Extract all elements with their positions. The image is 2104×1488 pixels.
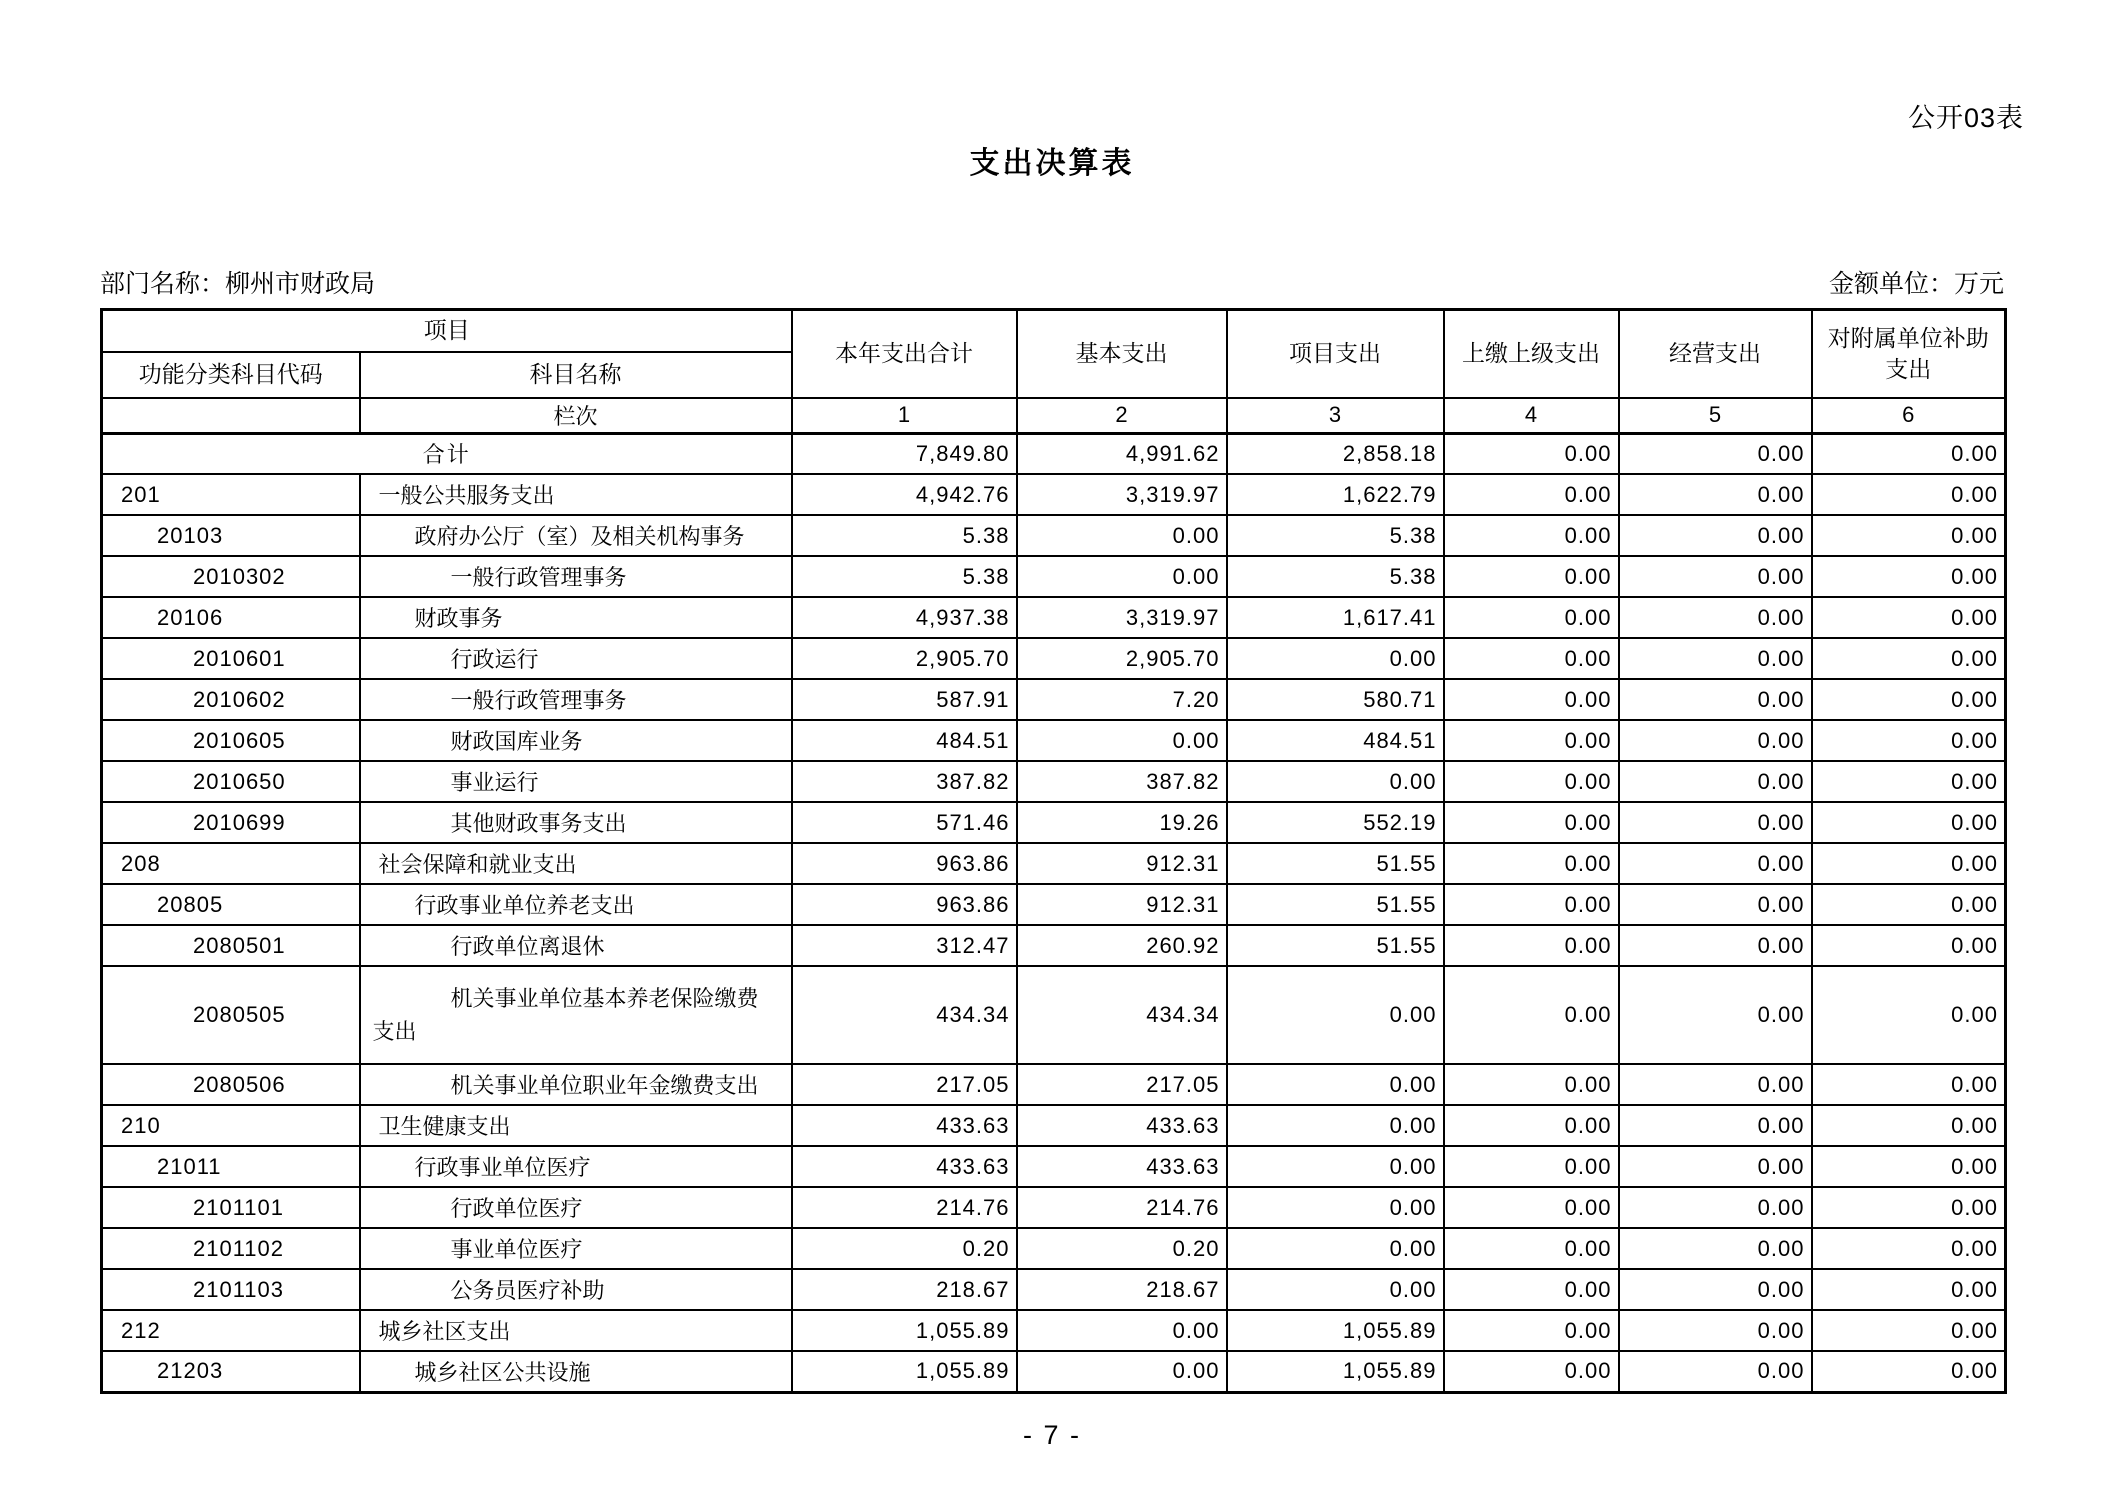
table-row xyxy=(102,761,2006,802)
row-value-cell: 2,905.70 xyxy=(1017,638,1227,679)
row-value-cell: 5.38 xyxy=(792,556,1017,597)
row-value-cell: 1,622.79 xyxy=(1227,474,1444,515)
row-code-cell: 2010602 xyxy=(102,679,360,720)
row-value-cell: 0.00 xyxy=(1017,556,1227,597)
row-value-cell: 0.00 xyxy=(1812,1310,2006,1351)
row-value-cell: 4,942.76 xyxy=(792,474,1017,515)
table-row xyxy=(102,1064,2006,1105)
row-value-cell: 0.00 xyxy=(1444,1064,1619,1105)
row-value-cell: 0.00 xyxy=(1812,1064,2006,1105)
table-row xyxy=(102,679,2006,720)
row-value-cell: 0.00 xyxy=(1444,597,1619,638)
row-value-cell: 0.00 xyxy=(1227,1146,1444,1187)
row-value-cell: 0.00 xyxy=(1812,1228,2006,1269)
row-value-cell: 0.00 xyxy=(1812,966,2006,1064)
row-name-cell: 公务员医疗补助 xyxy=(360,1269,792,1310)
row-name-cell: 卫生健康支出 xyxy=(360,1105,792,1146)
row-value-cell: 260.92 xyxy=(1017,925,1227,966)
row-value-cell: 0.00 xyxy=(1619,638,1812,679)
row-value-cell: 1,055.89 xyxy=(792,1310,1017,1351)
row-value-cell: 3,319.97 xyxy=(1017,597,1227,638)
row-value-cell: 0.00 xyxy=(1444,638,1619,679)
header-item-group: 项目 xyxy=(102,310,792,352)
row-value-cell: 0.00 xyxy=(1227,761,1444,802)
row-value-cell: 0.00 xyxy=(1227,1105,1444,1146)
row-name-cell: 社会保障和就业支出 xyxy=(360,843,792,884)
row-name-cell: 机关事业单位职业年金缴费支出 xyxy=(360,1064,792,1105)
table-row xyxy=(102,720,2006,761)
row-value-cell: 0.00 xyxy=(1619,1310,1812,1351)
row-value-cell: 387.82 xyxy=(792,761,1017,802)
row-code-cell: 210 xyxy=(102,1105,360,1146)
row-name-cell: 行政单位医疗 xyxy=(360,1187,792,1228)
row-code-cell: 201 xyxy=(102,474,360,515)
row-code-cell: 2080505 xyxy=(102,966,360,1064)
row-value-cell: 0.00 xyxy=(1017,1310,1227,1351)
lanci-col-number: 6 xyxy=(1812,398,2006,434)
table-row xyxy=(102,1310,2006,1351)
row-value-cell: 0.00 xyxy=(1444,1187,1619,1228)
row-value-cell: 0.00 xyxy=(1227,966,1444,1064)
header-col-operating: 经营支出 xyxy=(1619,310,1812,398)
total-value-cell: 2,858.18 xyxy=(1227,433,1444,474)
row-code-cell: 20805 xyxy=(102,884,360,925)
row-code-cell: 20106 xyxy=(102,597,360,638)
row-value-cell: 484.51 xyxy=(1227,720,1444,761)
row-name-cell: 城乡社区支出 xyxy=(360,1310,792,1351)
lanci-col-number: 1 xyxy=(792,398,1017,434)
table-row xyxy=(102,1269,2006,1310)
row-code-cell: 2080506 xyxy=(102,1064,360,1105)
row-value-cell: 434.34 xyxy=(792,966,1017,1064)
row-value-cell: 312.47 xyxy=(792,925,1017,966)
total-value-cell: 0.00 xyxy=(1619,433,1812,474)
row-value-cell: 0.00 xyxy=(1619,679,1812,720)
row-value-cell: 571.46 xyxy=(792,802,1017,843)
row-value-cell: 0.00 xyxy=(1017,515,1227,556)
row-value-cell: 912.31 xyxy=(1017,843,1227,884)
row-value-cell: 0.00 xyxy=(1444,925,1619,966)
row-value-cell: 1,055.89 xyxy=(792,1351,1017,1392)
amount-unit-label: 金额单位：万元 xyxy=(1828,270,2004,298)
row-name-cell: 一般行政管理事务 xyxy=(360,679,792,720)
row-value-cell: 51.55 xyxy=(1227,925,1444,966)
header-subject: 科目名称 xyxy=(360,352,792,398)
row-value-cell: 0.00 xyxy=(1812,556,2006,597)
row-value-cell: 217.05 xyxy=(1017,1064,1227,1105)
page-number: - 7 - xyxy=(1022,1420,1081,1450)
row-value-cell: 0.00 xyxy=(1444,884,1619,925)
row-name-cell: 行政事业单位医疗 xyxy=(360,1146,792,1187)
table-row xyxy=(102,1146,2006,1187)
row-value-cell: 0.00 xyxy=(1227,1269,1444,1310)
row-value-cell: 0.00 xyxy=(1444,1351,1619,1392)
row-value-cell: 0.00 xyxy=(1444,1146,1619,1187)
row-name-cell: 其他财政事务支出 xyxy=(360,802,792,843)
row-value-cell: 0.00 xyxy=(1619,1146,1812,1187)
row-value-cell: 0.00 xyxy=(1619,474,1812,515)
total-value-cell: 0.00 xyxy=(1812,433,2006,474)
row-value-cell: 0.00 xyxy=(1227,1064,1444,1105)
row-value-cell: 214.76 xyxy=(792,1187,1017,1228)
row-value-cell: 0.00 xyxy=(1444,556,1619,597)
total-value-cell: 4,991.62 xyxy=(1017,433,1227,474)
row-value-cell: 0.00 xyxy=(1812,679,2006,720)
table-row xyxy=(102,925,2006,966)
total-value-cell: 7,849.80 xyxy=(792,433,1017,474)
row-value-cell: 0.00 xyxy=(1812,1269,2006,1310)
row-name-cell: 事业运行 xyxy=(360,761,792,802)
row-value-cell: 0.00 xyxy=(1227,1187,1444,1228)
header-col-subsidy: 对附属单位补助支出 xyxy=(1812,310,2006,398)
row-name-cell: 城乡社区公共设施 xyxy=(360,1351,792,1392)
lanci-label: 栏次 xyxy=(360,398,792,434)
row-value-cell: 217.05 xyxy=(792,1064,1017,1105)
row-value-cell: 0.00 xyxy=(1619,843,1812,884)
row-code-cell: 2010650 xyxy=(102,761,360,802)
row-code-cell: 208 xyxy=(102,843,360,884)
header-col-basic: 基本支出 xyxy=(1017,310,1227,398)
row-value-cell: 5.38 xyxy=(792,515,1017,556)
row-value-cell: 0.00 xyxy=(1444,679,1619,720)
table-row xyxy=(102,843,2006,884)
header-row-lanci xyxy=(102,398,2006,434)
row-value-cell: 5.38 xyxy=(1227,556,1444,597)
row-value-cell: 0.00 xyxy=(1444,1228,1619,1269)
row-name-cell: 行政单位离退休 xyxy=(360,925,792,966)
row-value-cell: 0.00 xyxy=(1812,638,2006,679)
row-value-cell: 0.00 xyxy=(1619,1105,1812,1146)
table-row xyxy=(102,474,2006,515)
row-value-cell: 1,055.89 xyxy=(1227,1310,1444,1351)
row-value-cell: 0.00 xyxy=(1812,1105,2006,1146)
row-code-cell: 2010699 xyxy=(102,802,360,843)
row-name-cell: 一般行政管理事务 xyxy=(360,556,792,597)
row-name-cell: 财政国库业务 xyxy=(360,720,792,761)
header-col-upturn: 上缴上级支出 xyxy=(1444,310,1619,398)
row-value-cell: 5.38 xyxy=(1227,515,1444,556)
row-value-cell: 0.00 xyxy=(1444,1105,1619,1146)
table-row xyxy=(102,802,2006,843)
row-value-cell: 0.00 xyxy=(1444,966,1619,1064)
table-row xyxy=(102,1351,2006,1392)
table-row xyxy=(102,556,2006,597)
row-value-cell: 0.00 xyxy=(1812,925,2006,966)
row-value-cell: 963.86 xyxy=(792,884,1017,925)
row-value-cell: 0.00 xyxy=(1444,761,1619,802)
row-value-cell: 0.00 xyxy=(1812,1146,2006,1187)
row-value-cell: 0.00 xyxy=(1017,720,1227,761)
row-code-cell: 21011 xyxy=(102,1146,360,1187)
row-code-cell: 212 xyxy=(102,1310,360,1351)
row-value-cell: 1,617.41 xyxy=(1227,597,1444,638)
row-value-cell: 7.20 xyxy=(1017,679,1227,720)
row-value-cell: 1,055.89 xyxy=(1227,1351,1444,1392)
row-value-cell: 218.67 xyxy=(1017,1269,1227,1310)
row-value-cell: 0.00 xyxy=(1619,1064,1812,1105)
row-value-cell: 0.00 xyxy=(1444,720,1619,761)
row-value-cell: 0.00 xyxy=(1619,1351,1812,1392)
row-value-cell: 484.51 xyxy=(792,720,1017,761)
form-number-label: 公开03表 xyxy=(1907,103,2024,133)
row-value-cell: 0.20 xyxy=(792,1228,1017,1269)
header-col-total: 本年支出合计 xyxy=(792,310,1017,398)
row-value-cell: 433.63 xyxy=(792,1105,1017,1146)
row-value-cell: 0.00 xyxy=(1444,474,1619,515)
row-value-cell: 587.91 xyxy=(792,679,1017,720)
row-value-cell: 433.63 xyxy=(792,1146,1017,1187)
row-code-cell: 2080501 xyxy=(102,925,360,966)
row-value-cell: 0.00 xyxy=(1619,515,1812,556)
row-value-cell: 0.20 xyxy=(1017,1228,1227,1269)
row-value-cell: 0.00 xyxy=(1812,597,2006,638)
row-value-cell: 0.00 xyxy=(1444,843,1619,884)
row-value-cell: 0.00 xyxy=(1619,802,1812,843)
row-name-cell: 机关事业单位基本养老保险缴费支出 xyxy=(360,966,792,1064)
row-value-cell: 0.00 xyxy=(1619,597,1812,638)
lanci-col-number: 5 xyxy=(1619,398,1812,434)
row-code-cell: 20103 xyxy=(102,515,360,556)
row-value-cell: 51.55 xyxy=(1227,884,1444,925)
table-row xyxy=(102,1105,2006,1146)
row-value-cell: 0.00 xyxy=(1619,884,1812,925)
row-code-cell: 2101101 xyxy=(102,1187,360,1228)
row-value-cell: 19.26 xyxy=(1017,802,1227,843)
row-code-cell: 2010302 xyxy=(102,556,360,597)
row-value-cell: 0.00 xyxy=(1812,515,2006,556)
table-row xyxy=(102,597,2006,638)
row-value-cell: 0.00 xyxy=(1812,884,2006,925)
row-value-cell: 433.63 xyxy=(1017,1105,1227,1146)
expenditure-table xyxy=(100,308,2007,1394)
row-value-cell: 0.00 xyxy=(1812,802,2006,843)
table-meta-row xyxy=(100,264,2004,300)
page-title: 支出决算表 xyxy=(969,147,1135,180)
header-code: 功能分类科目代码 xyxy=(102,352,360,398)
row-value-cell: 0.00 xyxy=(1227,1228,1444,1269)
total-label-cell: 合计 xyxy=(102,433,792,474)
table-row xyxy=(102,966,2006,1064)
row-value-cell: 0.00 xyxy=(1619,1228,1812,1269)
row-value-cell: 214.76 xyxy=(1017,1187,1227,1228)
row-value-cell: 0.00 xyxy=(1812,843,2006,884)
row-value-cell: 433.63 xyxy=(1017,1146,1227,1187)
row-value-cell: 0.00 xyxy=(1619,556,1812,597)
row-value-cell: 0.00 xyxy=(1619,1269,1812,1310)
row-value-cell: 0.00 xyxy=(1444,1269,1619,1310)
row-value-cell: 0.00 xyxy=(1619,1187,1812,1228)
lanci-col-number: 3 xyxy=(1227,398,1444,434)
row-name-cell: 财政事务 xyxy=(360,597,792,638)
row-value-cell: 0.00 xyxy=(1812,1351,2006,1392)
row-value-cell: 0.00 xyxy=(1444,802,1619,843)
row-value-cell: 0.00 xyxy=(1812,720,2006,761)
table-row xyxy=(102,515,2006,556)
row-value-cell: 0.00 xyxy=(1017,1351,1227,1392)
row-name-cell: 事业单位医疗 xyxy=(360,1228,792,1269)
row-name-cell: 行政事业单位养老支出 xyxy=(360,884,792,925)
row-value-cell: 3,319.97 xyxy=(1017,474,1227,515)
table-row xyxy=(102,884,2006,925)
row-value-cell: 912.31 xyxy=(1017,884,1227,925)
row-value-cell: 434.34 xyxy=(1017,966,1227,1064)
total-row xyxy=(102,433,2006,474)
row-value-cell: 0.00 xyxy=(1812,1187,2006,1228)
header-col-project: 项目支出 xyxy=(1227,310,1444,398)
row-value-cell: 0.00 xyxy=(1619,720,1812,761)
lanci-col-number: 2 xyxy=(1017,398,1227,434)
table-row xyxy=(102,638,2006,679)
row-value-cell: 0.00 xyxy=(1812,474,2006,515)
row-value-cell: 580.71 xyxy=(1227,679,1444,720)
row-value-cell: 4,937.38 xyxy=(792,597,1017,638)
row-value-cell: 0.00 xyxy=(1812,761,2006,802)
table-row xyxy=(102,1228,2006,1269)
department-name-label: 部门名称：柳州市财政局 xyxy=(100,270,376,298)
table-row xyxy=(102,1187,2006,1228)
row-value-cell: 218.67 xyxy=(792,1269,1017,1310)
row-name-cell: 一般公共服务支出 xyxy=(360,474,792,515)
row-value-cell: 387.82 xyxy=(1017,761,1227,802)
row-value-cell: 2,905.70 xyxy=(792,638,1017,679)
row-value-cell: 963.86 xyxy=(792,843,1017,884)
row-value-cell: 0.00 xyxy=(1619,925,1812,966)
row-code-cell: 21203 xyxy=(102,1351,360,1392)
row-code-cell: 2101102 xyxy=(102,1228,360,1269)
row-value-cell: 0.00 xyxy=(1227,638,1444,679)
row-value-cell: 0.00 xyxy=(1619,761,1812,802)
row-value-cell: 552.19 xyxy=(1227,802,1444,843)
row-name-cell: 政府办公厅（室）及相关机构事务 xyxy=(360,515,792,556)
row-value-cell: 0.00 xyxy=(1444,515,1619,556)
row-code-cell: 2101103 xyxy=(102,1269,360,1310)
total-value-cell: 0.00 xyxy=(1444,433,1619,474)
row-code-cell: 2010605 xyxy=(102,720,360,761)
row-code-cell: 2010601 xyxy=(102,638,360,679)
lanci-col-number: 4 xyxy=(1444,398,1619,434)
row-value-cell: 0.00 xyxy=(1619,966,1812,1064)
lanci-empty-cell xyxy=(102,398,360,434)
row-value-cell: 51.55 xyxy=(1227,843,1444,884)
row-value-cell: 0.00 xyxy=(1444,1310,1619,1351)
row-name-cell: 行政运行 xyxy=(360,638,792,679)
header-row-group xyxy=(102,310,2006,352)
